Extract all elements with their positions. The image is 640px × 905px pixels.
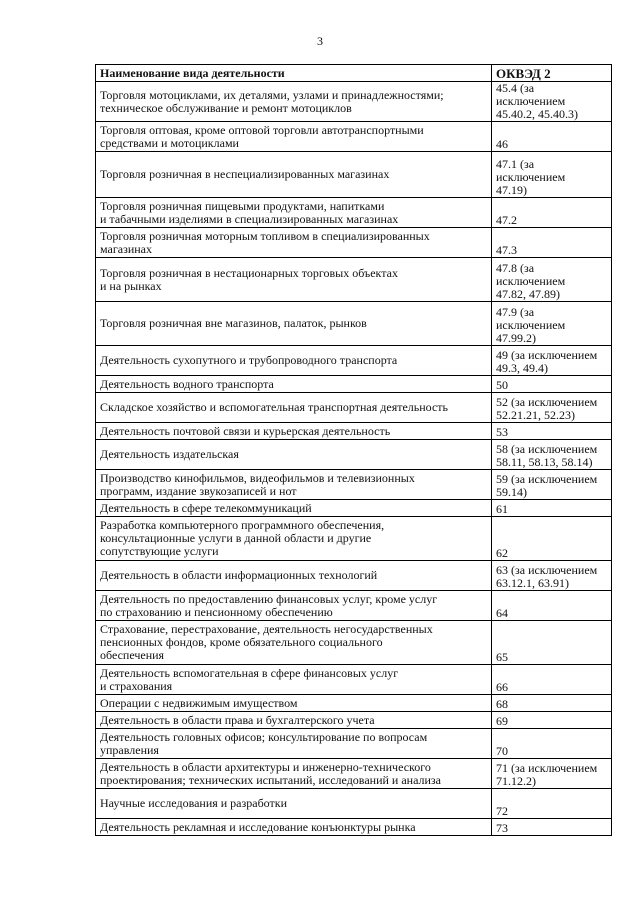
okved-code-cell: 59 (за исключением 59.14)	[492, 470, 612, 500]
activity-name-cell: Деятельность в области информационных технологий	[96, 561, 492, 591]
table-row	[96, 695, 612, 712]
activity-name-cell: Торговля мотоциклами, их деталями, узлами и принадлежностями; техническое обслуживание и ремонт мотоциклов	[96, 82, 492, 122]
table-row	[96, 423, 612, 440]
table-row	[96, 122, 612, 152]
table-row	[96, 302, 612, 346]
table-row	[96, 82, 612, 122]
table-row	[96, 198, 612, 228]
okved-code-cell: 52 (за исключением 52.21.21, 52.23)	[492, 393, 612, 423]
header-activity-name: Наименование вида деятельности	[96, 65, 492, 82]
activity-name-cell: Деятельность в области архитектуры и инженерно-технического проектирования; технических испытаний, исследований и анализа	[96, 759, 492, 789]
activity-name-cell: Складское хозяйство и вспомогательная транспортная деятельность	[96, 393, 492, 423]
table-row	[96, 729, 612, 759]
okved-code-cell: 58 (за исключением 58.11, 58.13, 58.14)	[492, 440, 612, 470]
okved-code-cell: 45.4 (за исключением 45.40.2, 45.40.3)	[492, 82, 612, 122]
table-row	[96, 440, 612, 470]
activity-name-cell: Торговля розничная моторным топливом в специализированных магазинах	[96, 228, 492, 258]
activity-name-cell: Деятельность водного транспорта	[96, 376, 492, 393]
okved-code-cell: 64	[492, 591, 612, 621]
table-row	[96, 500, 612, 517]
table-row	[96, 591, 612, 621]
okved-code-cell: 47.1 (за исключением 47.19)	[492, 152, 612, 198]
activity-name-cell: Деятельность вспомогательная в сфере финансовых услуг и страхования	[96, 665, 492, 695]
table-row	[96, 228, 612, 258]
okved-code-cell: 53	[492, 423, 612, 440]
activity-name-cell: Научные исследования и разработки	[96, 789, 492, 819]
activity-name-cell: Деятельность в области права и бухгалтерского учета	[96, 712, 492, 729]
activity-name-cell: Торговля оптовая, кроме оптовой торговли автотранспортными средствами и мотоциклами	[96, 122, 492, 152]
okved-code-cell: 70	[492, 729, 612, 759]
activity-name-cell: Торговля розничная в нестационарных торговых объектах и на рынках	[96, 258, 492, 302]
okved-table	[95, 64, 612, 836]
table-row	[96, 819, 612, 836]
activity-name-cell: Производство кинофильмов, видеофильмов и телевизионных программ, издание звукозаписей и нот	[96, 470, 492, 500]
activity-name-cell: Деятельность рекламная и исследование конъюнктуры рынка	[96, 819, 492, 836]
activity-name-cell: Деятельность в сфере телекоммуникаций	[96, 500, 492, 517]
okved-code-cell: 65	[492, 621, 612, 665]
table-header-row	[96, 65, 612, 82]
okved-code-cell: 73	[492, 819, 612, 836]
okved-code-cell: 47.3	[492, 228, 612, 258]
activity-name-cell: Деятельность головных офисов; консультирование по вопросам управления	[96, 729, 492, 759]
table-row	[96, 346, 612, 376]
activity-name-cell: Деятельность по предоставлению финансовых услуг, кроме услуг по страхованию и пенсионному обеспечению	[96, 591, 492, 621]
activity-name-cell: Операции с недвижимым имуществом	[96, 695, 492, 712]
table-row	[96, 712, 612, 729]
activity-name-cell: Разработка компьютерного программного обеспечения, консультационные услуги в данной области и другие сопутствующие услуги	[96, 517, 492, 561]
page-number: 3	[317, 34, 323, 48]
activity-name-cell: Деятельность почтовой связи и курьерская деятельность	[96, 423, 492, 440]
okved-code-cell: 46	[492, 122, 612, 152]
okved-code-cell: 66	[492, 665, 612, 695]
table-row	[96, 789, 612, 819]
okved-code-cell: 62	[492, 517, 612, 561]
activity-name-cell: Деятельность сухопутного и трубопроводного транспорта	[96, 346, 492, 376]
okved-code-cell: 47.8 (за исключением 47.82, 47.89)	[492, 258, 612, 302]
activity-name-cell: Деятельность издательская	[96, 440, 492, 470]
activity-name-cell: Торговля розничная в неспециализированных магазинах	[96, 152, 492, 198]
okved-code-cell: 61	[492, 500, 612, 517]
okved-code-cell: 71 (за исключением 71.12.2)	[492, 759, 612, 789]
table-row	[96, 759, 612, 789]
okved-code-cell: 63 (за исключением 63.12.1, 63.91)	[492, 561, 612, 591]
okved-code-cell: 69	[492, 712, 612, 729]
activity-name-cell: Торговля розничная пищевыми продуктами, напитками и табачными изделиями в специализированных магазинах	[96, 198, 492, 228]
activity-name-cell: Страхование, перестрахование, деятельность негосударственных пенсионных фондов, кроме обязательного социального обеспечения	[96, 621, 492, 665]
table-row	[96, 561, 612, 591]
activity-name-cell: Торговля розничная вне магазинов, палаток, рынков	[96, 302, 492, 346]
table-row	[96, 621, 612, 665]
table-row	[96, 517, 612, 561]
okved-code-cell: 49 (за исключением 49.3, 49.4)	[492, 346, 612, 376]
table-row	[96, 470, 612, 500]
okved-code-cell: 50	[492, 376, 612, 393]
table-row	[96, 376, 612, 393]
table-row	[96, 258, 612, 302]
okved-code-cell: 72	[492, 789, 612, 819]
okved-code-cell: 47.9 (за исключением 47.99.2)	[492, 302, 612, 346]
okved-code-cell: 47.2	[492, 198, 612, 228]
okved-code-cell: 68	[492, 695, 612, 712]
table-row	[96, 152, 612, 198]
table-row	[96, 665, 612, 695]
header-okved-code: ОКВЭД 2	[492, 65, 612, 82]
table-row	[96, 393, 612, 423]
